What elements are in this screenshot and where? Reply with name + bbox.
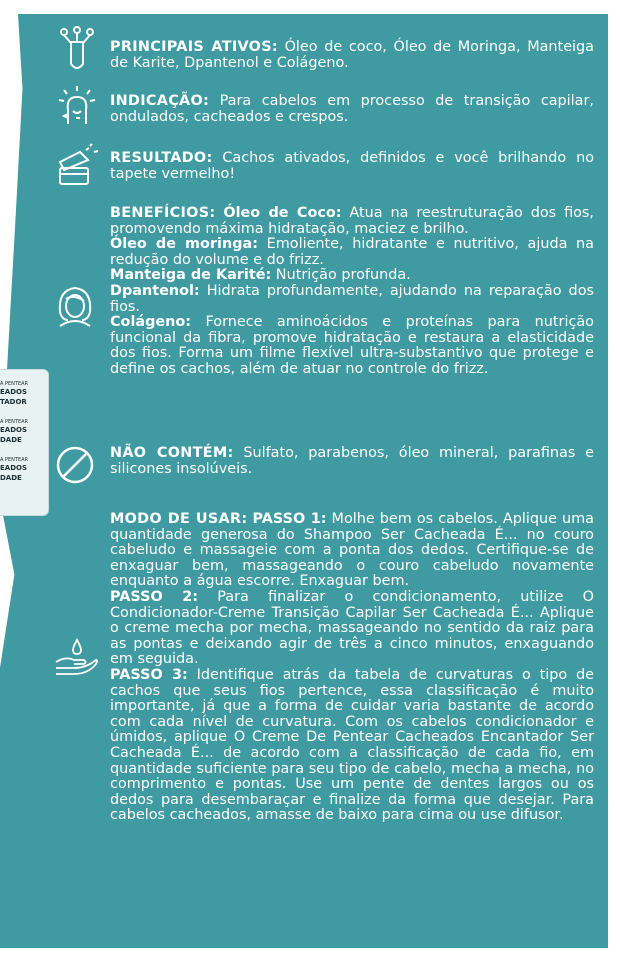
- section-resultado: [110, 151, 594, 182]
- section-text: Sulfato, parabenos, óleo mineral, parafinas e silicones insolúveis.: [110, 445, 594, 477]
- section-modo-de-usar: [110, 512, 594, 824]
- product-label-line: A PENTEAR: [0, 381, 29, 387]
- lab-flask-icon: [54, 26, 100, 72]
- benefit-text: Hidrata profundamente, ajudando na reparação dos fios.: [110, 282, 594, 315]
- benefit-name: Óleo de Coco:: [223, 205, 342, 221]
- step-text: Para finalizar o condicionamento, utilize O Condicionador-Creme Transição Capilar Ser Cacheada É... Aplique o creme mecha por mecha, massageando no sentido da raiz para as pontas e deixando agir de três a cinco minutos, enxaguando em seguida.: [110, 588, 594, 668]
- product-label-line: EADOS: [0, 426, 28, 434]
- section-heading: BENEFÍCIOS:: [110, 205, 216, 221]
- benefit-name: Colágeno:: [110, 314, 192, 331]
- section-text: Cachos ativados, definidos e você brilhando no tapete vermelho!: [110, 150, 594, 182]
- product-label-line: A PENTEAR: [0, 457, 29, 463]
- head-idea-icon: [54, 84, 100, 130]
- benefit-text: Fornece aminoácidos e proteínas para nutrição funcional da fibra, promove hidratação e restaura a elasticidade dos fios. Forma um filme flexível ultra-substantivo que protege e define os cachos, além de atuar no controle do frizz.: [110, 314, 594, 377]
- product-label-line: A PENTEAR: [0, 419, 29, 425]
- woman-face-icon: [52, 282, 98, 328]
- product-label-line: DADE: [0, 436, 22, 444]
- step-text: Identifique atrás da tabela de curvaturas o tipo de cachos que seus fios pertence, essa classificação é muito importante, já que a forma de cuidar varia bastante de acordo com cada nível de curvatura. Com os cabelos condicionador e úmidos, aplique O Creme De Pentear Cacheados Encantador Ser Cacheada É... de acordo com a classificação de cada fio, em quantidade suficiente para seu tipo de cabelo, mecha a mecha, no comprimento e pontas. Use um pente de dentes largos ou os dedos para desembaraçar e finalize da forma que desejar. Para cabelos cacheados, amasse de baixo para cima ou use difusor.: [110, 666, 594, 824]
- section-nao-contem: [110, 446, 594, 477]
- benefit-name: Dpantenol:: [110, 282, 200, 299]
- section-text: Para cabelos em processo de transição capilar, ondulados, cacheados e crespos.: [110, 93, 594, 125]
- product-jar-label: [0, 369, 49, 516]
- benefit-text: Atua na reestruturação dos fios, promovendo máxima hidratação, maciez e brilho.: [110, 205, 595, 237]
- prohibited-icon: [52, 442, 98, 488]
- cream-jar-icon: [54, 142, 100, 188]
- step-text: Molhe bem os cabelos. Aplique uma quantidade generosa do Shampoo Ser Cacheada É... no couro cabeludo e massageie com a ponta dos dedos. Certifique-se de enxaguar bem, massageando o couro cabeludo novamente enquanto a água escorre. Enxaguar bem.: [110, 511, 594, 590]
- benefit-text: Nutrição profunda.: [271, 267, 411, 284]
- section-indicacao: [110, 94, 594, 125]
- product-label-line: EADOS: [0, 464, 28, 472]
- hand-drop-icon: [54, 638, 100, 684]
- section-heading: RESULTADO:: [110, 150, 213, 166]
- benefit-name: Manteiga de Karité:: [110, 267, 272, 284]
- benefit-name: Óleo de moringa:: [110, 236, 258, 253]
- step-label: PASSO 2:: [110, 588, 199, 605]
- step-label: PASSO 3:: [110, 666, 188, 683]
- benefit-text: Emoliente, hidratante e nutritivo, ajuda na redução do volume e do frizz.: [110, 236, 594, 268]
- section-heading: PRINCIPAIS ATIVOS:: [110, 39, 278, 55]
- section-principais-ativos: [110, 40, 594, 71]
- product-label-line: EADOS: [0, 388, 28, 396]
- product-label-line: TADOR: [0, 398, 27, 406]
- section-text: Óleo de coco, Óleo de Moringa, Manteiga de Karite, Dpantenol e Colágeno.: [110, 39, 595, 71]
- section-heading: INDICAÇÃO:: [110, 93, 210, 109]
- section-heading: NÃO CONTÉM:: [110, 445, 234, 461]
- step-label: PASSO 1:: [252, 511, 327, 527]
- info-panel: [0, 14, 608, 948]
- section-heading: MODO DE USAR:: [110, 511, 248, 527]
- section-beneficios: [110, 206, 594, 378]
- product-label-line: DADE: [0, 474, 22, 482]
